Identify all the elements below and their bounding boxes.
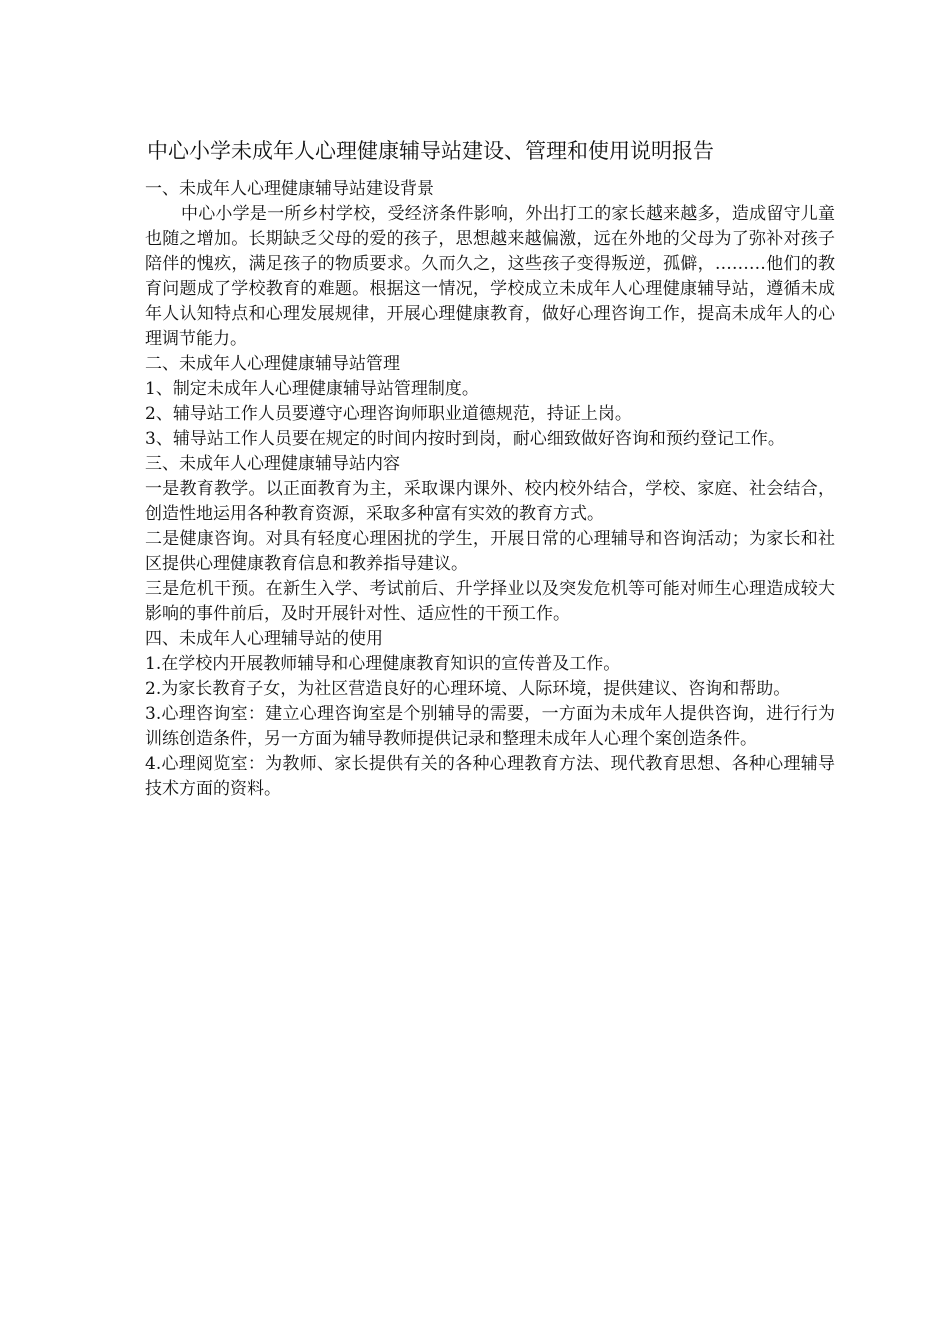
section3-item-2: 二是健康咨询。对具有轻度心理困扰的学生，开展日常的心理辅导和咨询活动；为家长和社区提供心理健康教育信息和教养指导建议。 bbox=[145, 529, 835, 574]
section4-item-3: 3.心理咨询室：建立心理咨询室是个别辅导的需要，一方面为未成年人提供咨询，进行行为训练创造条件，另一方面为辅导教师提供记录和整理未成年人心理个案创造条件。 bbox=[145, 704, 835, 749]
section2-item-1: 1、制定未成年人心理健康辅导站管理制度。 bbox=[145, 379, 479, 399]
section4-item-1: 1.在学校内开展教师辅导和心理健康教育知识的宣传普及工作。 bbox=[145, 654, 621, 674]
section1-heading: 一、未成年人心理健康辅导站建设背景 bbox=[145, 179, 434, 199]
document-page bbox=[145, 135, 835, 802]
section3-item-1: 一是教育教学。以正面教育为主，采取课内课外、校内校外结合，学校、家庭、社会结合，创造性地运用各种教育资源，采取多种富有实效的教育方式。 bbox=[145, 479, 835, 524]
section4-item-2: 2.为家长教育子女，为社区营造良好的心理环境、人际环境，提供建议、咨询和帮助。 bbox=[145, 679, 791, 699]
section1-body: 中心小学是一所乡村学校，受经济条件影响，外出打工的家长越来越多，造成留守儿童也随之增加。长期缺乏父母的爱的孩子，思想越来越偏激，远在外地的父母为了弥补对孩子陪伴的愧疚，满足孩子的物质要求。久而久之，这些孩子变得叛逆，孤僻，………他们的教育问题成了学校教育的难题。根据这一情况，学校成立未成年人心理健康辅导站，遵循未成年人认知特点和心理发展规律，开展心理健康教育，做好心理咨询工作，提高未成年人的心理调节能力。 bbox=[145, 204, 835, 349]
section4-item-4: 4.心理阅览室：为教师、家长提供有关的各种心理教育方法、现代教育思想、各种心理辅导技术方面的资料。 bbox=[145, 754, 835, 799]
section4-heading: 四、未成年人心理辅导站的使用 bbox=[145, 629, 383, 649]
section3-item-3: 三是危机干预。在新生入学、考试前后、升学择业以及突发危机等可能对师生心理造成较大影响的事件前后，及时开展针对性、适应性的干预工作。 bbox=[145, 579, 835, 624]
section3-heading: 三、未成年人心理健康辅导站内容 bbox=[145, 454, 400, 474]
document-title: 中心小学未成年人心理健康辅导站建设、管理和使用说明报告 bbox=[147, 139, 714, 163]
section2-item-2: 2、辅导站工作人员要遵守心理咨询师职业道德规范，持证上岗。 bbox=[145, 404, 632, 424]
section2-item-3: 3、辅导站工作人员要在规定的时间内按时到岗，耐心细致做好咨询和预约登记工作。 bbox=[145, 429, 785, 449]
section2-heading: 二、未成年人心理健康辅导站管理 bbox=[145, 354, 400, 374]
